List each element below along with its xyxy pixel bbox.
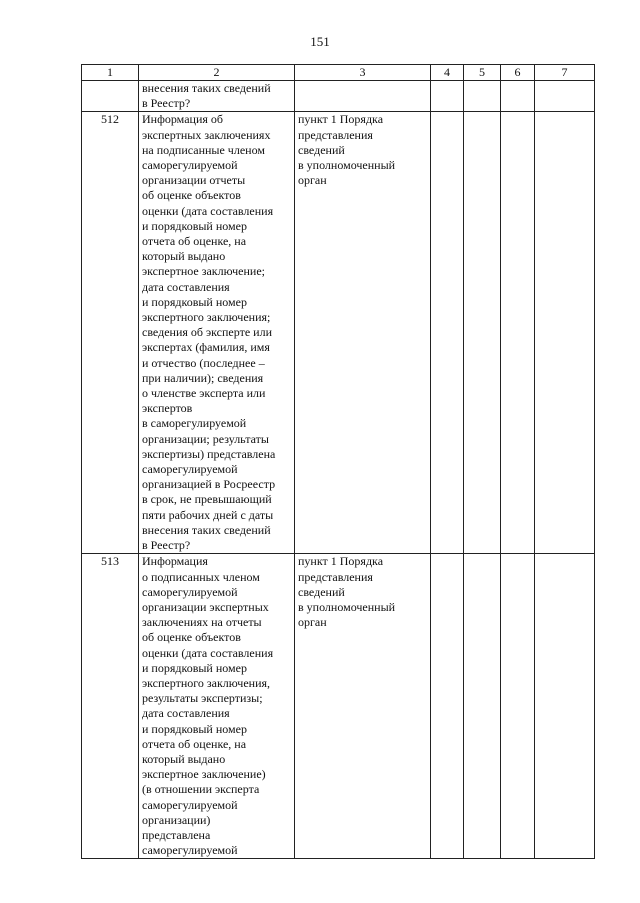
cell-text-line: экспертных заключениях (142, 127, 271, 142)
cell-text-line: (в отношении эксперта (142, 782, 260, 797)
cell-text-line: отчета об оценке, на (142, 736, 247, 751)
cell-text-line: в уполномоченный (298, 158, 396, 173)
cell-text-line: организации экспертных (142, 599, 269, 614)
header-cell: 7 (535, 65, 595, 81)
cell-text-line: экспертах (фамилия, имя (142, 340, 270, 355)
cell-text-line: экспертное заключение) (142, 767, 266, 782)
row-number-cell (82, 81, 139, 112)
page-number: 151 (310, 34, 330, 49)
cell-text-line: пункт 1 Порядка (298, 554, 384, 569)
table-row (82, 81, 595, 112)
cell-text-line: дата составления (142, 279, 230, 294)
table-row (82, 112, 595, 554)
cell-text-line: представлена (142, 827, 211, 842)
cell-text-line: и отчество (последнее – (142, 355, 265, 370)
cell-text-line: сведений (298, 142, 345, 157)
requirements-table (81, 64, 595, 859)
cell-text-line: экспертного заключения; (142, 310, 271, 325)
question-cell (139, 554, 295, 859)
table-row (82, 554, 595, 859)
empty-cell (431, 554, 464, 859)
cell-text-line: сведения об эксперте или (142, 325, 272, 340)
empty-cell (431, 81, 464, 112)
question-cell (139, 112, 295, 554)
reference-cell (295, 112, 431, 554)
cell-text-line: экспертизы) представлена (142, 446, 276, 461)
cell-text-line: сведений (298, 584, 345, 599)
cell-text-line: заключениях на отчеты (142, 615, 262, 630)
reference-cell (295, 81, 431, 112)
cell-text-line: при наличии); сведения (142, 370, 264, 385)
cell-text-line: на подписанные членом (142, 142, 265, 157)
empty-cell (535, 81, 595, 112)
cell-text-line: который выдано (142, 249, 226, 264)
header-cell: 4 (431, 65, 464, 81)
cell-text-line: в саморегулируемой (142, 416, 247, 431)
cell-text-line: пяти рабочих дней с даты (142, 507, 274, 522)
cell-text-line: об оценке объектов (142, 630, 241, 645)
cell-text-line: Информация (142, 554, 208, 569)
cell-text-line: саморегулируемой (142, 462, 238, 477)
table-header-row (82, 65, 595, 81)
cell-text-line: саморегулируемой (142, 843, 238, 858)
empty-cell (501, 112, 535, 554)
cell-text-line: внесения таких сведений (142, 81, 271, 95)
cell-text-line: внесения таких сведений (142, 522, 271, 537)
cell-text-line: в срок, не превышающий (142, 492, 272, 507)
cell-text-line: результаты экспертизы; (142, 691, 263, 706)
empty-cell (464, 554, 501, 859)
cell-text-line: и порядковый номер (142, 218, 247, 233)
reference-cell (295, 554, 431, 859)
cell-text-line: об оценке объектов (142, 188, 241, 203)
empty-cell (464, 112, 501, 554)
cell-text-line: представления (298, 127, 373, 142)
cell-text-line: и порядковый номер (142, 660, 247, 675)
row-number-cell: 513 (82, 554, 139, 859)
cell-text-line: о членстве эксперта или (142, 386, 266, 401)
empty-cell (535, 112, 595, 554)
cell-text-line: в Реестр? (142, 538, 191, 553)
cell-text-line: саморегулируемой (142, 158, 238, 173)
cell-text-line: в уполномоченный (298, 599, 396, 614)
cell-text-line: представления (298, 569, 373, 584)
cell-text-line: в Реестр? (142, 96, 191, 111)
header-cell: 2 (139, 65, 295, 81)
cell-text-line: о подписанных членом (142, 569, 260, 584)
cell-text-line: пункт 1 Порядка (298, 112, 384, 127)
cell-text-line: экспертное заключение; (142, 264, 265, 279)
cell-text-line: организации) (142, 812, 211, 827)
cell-text-line: экспертов (142, 401, 193, 416)
cell-text-line: саморегулируемой (142, 797, 238, 812)
cell-text-line: который выдано (142, 751, 226, 766)
cell-text-line: организации; результаты (142, 431, 269, 446)
header-cell: 1 (82, 65, 139, 81)
row-number-cell: 512 (82, 112, 139, 554)
empty-cell (431, 112, 464, 554)
empty-cell (535, 554, 595, 859)
cell-text-line: отчета об оценке, на (142, 234, 247, 249)
cell-text-line: организацией в Росреестр (142, 477, 276, 492)
question-cell (139, 81, 295, 112)
cell-text-line: орган (298, 173, 327, 188)
empty-cell (501, 554, 535, 859)
cell-text-line: саморегулируемой (142, 584, 238, 599)
cell-text-line: экспертного заключения, (142, 675, 271, 690)
cell-text-line: дата составления (142, 706, 230, 721)
cell-text-line: Информация об (142, 112, 223, 127)
header-cell: 6 (501, 65, 535, 81)
cell-text-line: и порядковый номер (142, 721, 247, 736)
empty-cell (464, 81, 501, 112)
header-cell: 5 (464, 65, 501, 81)
cell-text-line: и порядковый номер (142, 294, 247, 309)
empty-cell (501, 81, 535, 112)
cell-text-line: оценки (дата составления (142, 203, 274, 218)
cell-text-line: организации отчеты (142, 173, 246, 188)
cell-text-line: орган (298, 615, 327, 630)
header-cell: 3 (295, 65, 431, 81)
cell-text-line: оценки (дата составления (142, 645, 274, 660)
